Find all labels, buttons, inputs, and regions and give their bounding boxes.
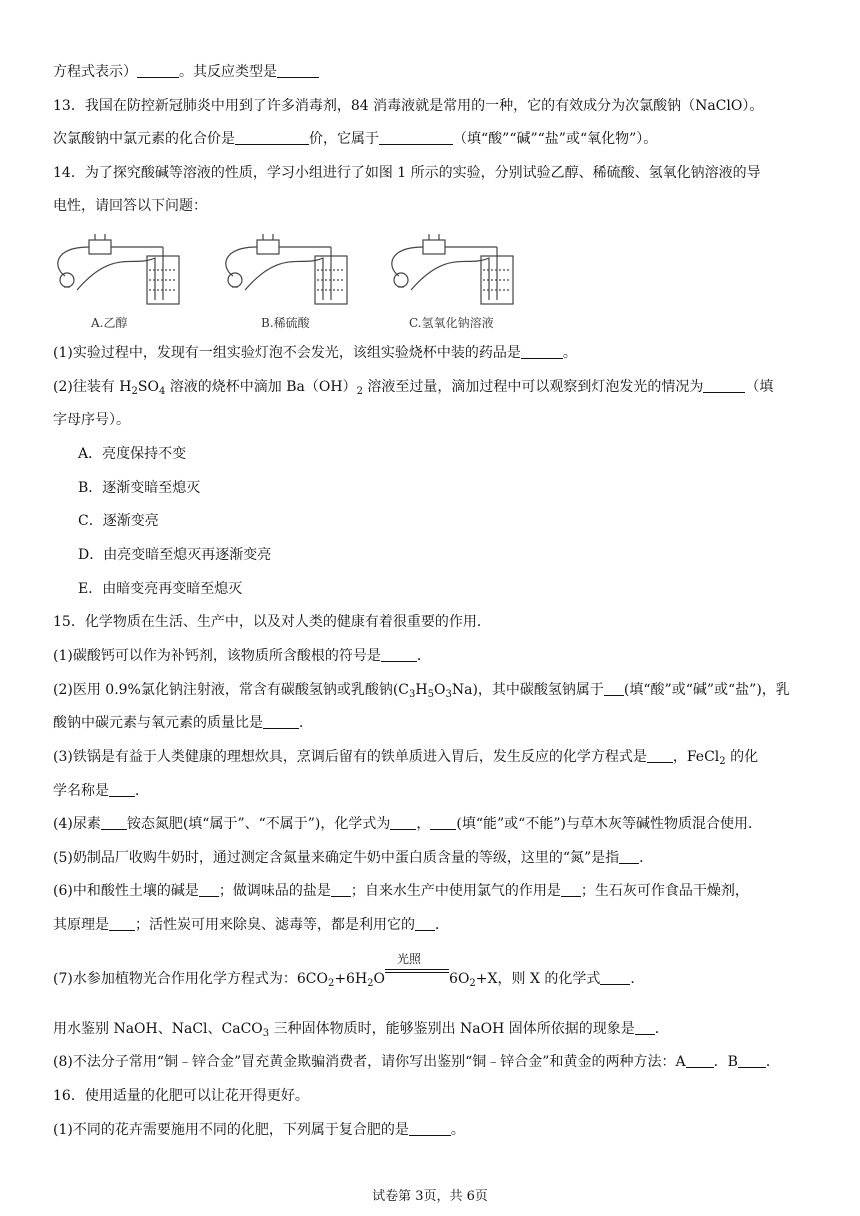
figure-caption-c: C.氢氧化钠溶液 xyxy=(409,316,494,330)
question-16-part1 xyxy=(53,1120,465,1140)
apparatus-c xyxy=(392,234,513,304)
text: H xyxy=(415,682,428,698)
subscript: 3 xyxy=(262,1028,270,1039)
option-a[interactable]: A．亮度保持不变 xyxy=(78,446,187,462)
figure-caption-b: B.稀硫酸 xyxy=(261,316,310,330)
question-15-part3-line1 xyxy=(53,747,758,767)
question-15-part2-line2 xyxy=(53,713,313,733)
answer-blank[interactable] xyxy=(137,63,179,78)
text: 铵态氮肥(填“属于”、“不属于”)，化学式为 xyxy=(126,816,391,832)
answer-blank[interactable] xyxy=(109,782,135,797)
answer-blank[interactable] xyxy=(619,849,639,864)
text: +6H xyxy=(334,971,368,987)
text-line xyxy=(53,62,319,82)
text: （填“酸”“碱”“盐”或“氧化物”）。 xyxy=(453,131,658,147)
text: 溶液的烧杯中滴加 Ba（OH） xyxy=(165,379,357,395)
text: 。 xyxy=(562,345,577,361)
text: 的化 xyxy=(725,749,759,765)
text: ；活性炭可用来除臭、滤毒等，都是利用它的 xyxy=(135,917,415,933)
text: 学名称是 xyxy=(53,783,109,799)
question-15-part4 xyxy=(53,814,762,834)
question-15-part6-line2 xyxy=(53,915,449,935)
text: (8)不法分子常用“铜﹣锌合金”冒充黄金欺骗消费者，请你写出鉴别“铜﹣锌合金”和黄金的两种方法：A xyxy=(53,1054,686,1070)
answer-blank[interactable] xyxy=(635,1020,655,1035)
text: 溶液至过量，滴加过程中可以观察到灯泡发光的情况为 xyxy=(362,379,704,395)
subscript: 2 xyxy=(327,978,335,989)
answer-blank[interactable] xyxy=(379,130,453,145)
subscript: 2 xyxy=(469,978,476,989)
text: 其原理是 xyxy=(53,917,109,933)
conductivity-experiment-figure xyxy=(53,228,523,338)
text: (7)水参加植物光合作用化学方程式为：6CO xyxy=(53,971,328,987)
text: 6O xyxy=(449,971,470,987)
question-15-part8 xyxy=(53,1052,780,1072)
question-13-line1: 13．我国在防控新冠肺炎中用到了许多消毒剂，84 消毒液就是常用的一种，它的有效成分为次氯酸钠（NaClO）。 xyxy=(53,98,764,114)
text: ；做调味品的盐是 xyxy=(218,883,331,899)
text: (填“能”或“不能”)与草木灰等碱性物质混合使用． xyxy=(456,816,762,832)
text: ． xyxy=(630,971,645,987)
answer-blank[interactable] xyxy=(686,1053,714,1068)
text: 次氯酸钠中氯元素的化合价是 xyxy=(53,131,235,147)
question-15-part3-line2 xyxy=(53,781,149,801)
question-16: 16．使用适量的化肥可以让花开得更好。 xyxy=(53,1088,309,1104)
question-14-part1 xyxy=(53,343,577,363)
equation-line xyxy=(385,969,449,970)
subscript: 3 xyxy=(445,689,452,700)
answer-blank[interactable] xyxy=(647,748,673,763)
text: (6)中和酸性土壤的碱是 xyxy=(53,883,199,899)
text: ；生石灰可作食品干燥剂， xyxy=(580,883,749,899)
text: SO xyxy=(137,379,159,395)
subscript: 5 xyxy=(427,689,434,700)
answer-blank[interactable] xyxy=(703,378,745,393)
reaction-condition xyxy=(385,952,449,983)
question-15-water-identify xyxy=(53,1019,669,1039)
answer-blank[interactable] xyxy=(415,916,435,931)
option-c[interactable]: C．逐渐变亮 xyxy=(78,513,159,529)
subscript: 3 xyxy=(409,689,416,700)
figure-caption-a: A.乙醇 xyxy=(91,316,128,330)
subscript: 2 xyxy=(719,756,726,767)
answer-blank[interactable] xyxy=(235,130,309,145)
question-14-line2: 电性，请回答以下问题： xyxy=(53,198,207,214)
equation-line xyxy=(385,972,449,973)
question-15-part1 xyxy=(53,646,431,666)
question-14-part2-line1 xyxy=(53,377,773,397)
answer-blank[interactable] xyxy=(604,681,624,696)
text: ， xyxy=(416,816,431,832)
text: ． xyxy=(299,715,313,731)
answer-blank[interactable] xyxy=(277,63,319,78)
text: (2)医用 0.9%氯化钠注射液，常含有碳酸氢钠或乳酸钠(C xyxy=(53,682,410,698)
question-14-line1: 14．为了探究酸碱等溶液的性质，学习小组进行了如图 1 所示的实验，分别试验乙醇、稀硫酸、氢氧化钠溶液的导 xyxy=(53,165,761,181)
text: (5)奶制品厂收购牛奶时，通过测定含氮量来确定牛奶中蛋白质含量的等级，这里的“氮”是指 xyxy=(53,850,620,866)
text: (2)往装有 H xyxy=(53,379,132,395)
text: ，FeCl xyxy=(672,749,720,765)
answer-blank[interactable] xyxy=(331,882,351,897)
text: 方程式表示） xyxy=(53,64,137,80)
option-d[interactable]: D．由亮变暗至熄灭再逐渐变亮 xyxy=(78,547,272,563)
text: ；自来水生产中使用氯气的作用是 xyxy=(350,883,561,899)
question-15-part7 xyxy=(53,952,645,989)
apparatus-drawing xyxy=(53,228,523,318)
answer-blank[interactable] xyxy=(430,815,456,830)
text: ． xyxy=(654,1021,669,1037)
subscript: 2 xyxy=(356,386,363,397)
text: O xyxy=(373,971,386,987)
text: (3)铁锅是有益于人类健康的理想炊具，烹调后留有的铁单质进入胃后，发生反应的化学方程式是 xyxy=(53,749,647,765)
question-15-part5 xyxy=(53,848,653,868)
answer-blank[interactable] xyxy=(561,882,581,897)
answer-blank[interactable] xyxy=(381,647,417,662)
condition-label: 光照 xyxy=(397,952,422,966)
answer-blank[interactable] xyxy=(390,815,416,830)
text: (1)碳酸钙可以作为补钙剂，该物质所含酸根的符号是 xyxy=(53,648,381,664)
question-13-line2 xyxy=(53,129,657,149)
text: O xyxy=(434,682,446,698)
text: ． xyxy=(135,783,149,799)
subscript: 4 xyxy=(158,386,166,397)
text: 用水鉴别 NaOH、NaCl、CaCO xyxy=(53,1021,263,1037)
page-footer: 试卷第 3页，共 6页 xyxy=(372,1189,488,1204)
text: 酸钠中碳元素与氧元素的质量比是 xyxy=(53,715,263,731)
text: (1)不同的花卉需要施用不同的化肥，下列属于复合肥的是 xyxy=(53,1122,409,1138)
answer-blank[interactable] xyxy=(263,714,299,729)
text: ． xyxy=(639,850,654,866)
apparatus-b xyxy=(226,234,347,304)
text: 。 xyxy=(450,1122,465,1138)
option-b[interactable]: B．逐渐变暗至熄灭 xyxy=(78,480,201,496)
question-15-part6-line1 xyxy=(53,881,749,901)
text: ． xyxy=(765,1054,780,1070)
text: (1)实验过程中，发现有一组实验灯泡不会发光，该组实验烧杯中装的药品是 xyxy=(53,345,521,361)
subscript: 2 xyxy=(131,386,138,397)
answer-blank[interactable] xyxy=(521,344,563,359)
question-15: 15．化学物质在生活、生产中，以及对人类的健康有着很重要的作用． xyxy=(53,614,491,630)
text: +X，则 X 的化学式 xyxy=(475,971,601,987)
text: （填 xyxy=(745,379,774,395)
text: (填“酸”或“碱”或“盐”)，乳 xyxy=(623,682,790,698)
text: Na)，其中碳酸氢钠属于 xyxy=(451,682,604,698)
answer-blank[interactable] xyxy=(409,1121,451,1136)
text: ． xyxy=(416,648,431,664)
answer-blank[interactable] xyxy=(600,970,630,985)
option-e[interactable]: E．由暗变亮再变暗至熄灭 xyxy=(78,581,243,597)
answer-blank[interactable] xyxy=(738,1053,766,1068)
subscript: 2 xyxy=(367,978,374,989)
apparatus-a xyxy=(58,234,179,304)
question-15-part2-line1 xyxy=(53,680,790,700)
text: 三种固体物质时，能够鉴别出 NaOH 固体所依据的现象是 xyxy=(269,1021,635,1037)
question-14-part2-line2: 字母序号）。 xyxy=(53,412,130,428)
text: 。其反应类型是 xyxy=(179,64,277,80)
answer-blank[interactable] xyxy=(101,815,127,830)
text: ．B xyxy=(713,1054,738,1070)
answer-blank[interactable] xyxy=(109,916,135,931)
text: (4)尿素 xyxy=(53,816,101,832)
text: ． xyxy=(435,917,449,933)
answer-blank[interactable] xyxy=(199,882,219,897)
text: 价，它属于 xyxy=(309,131,379,147)
